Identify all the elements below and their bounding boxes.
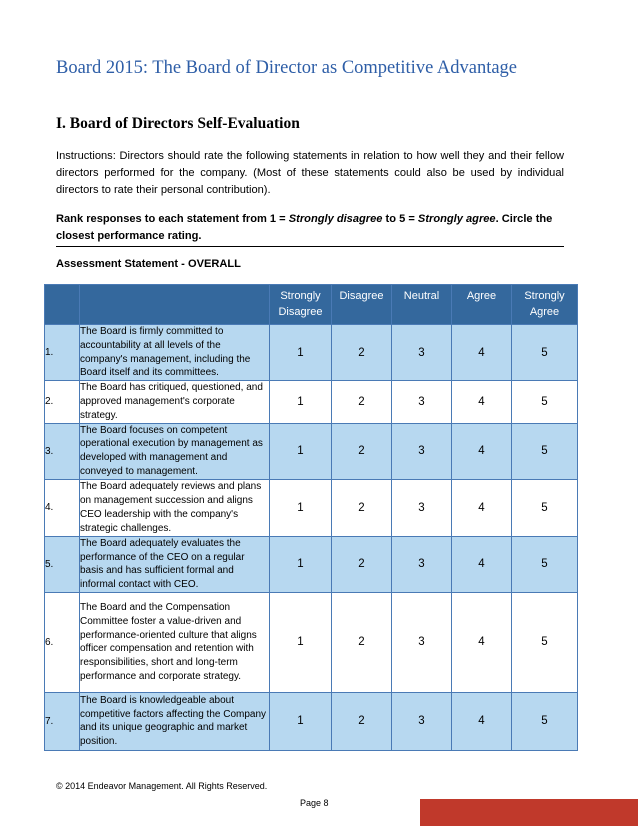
table-row	[45, 423, 578, 479]
rating-4[interactable]: 4	[452, 479, 512, 536]
row-number: 5.	[45, 536, 80, 592]
rating-5[interactable]: 5	[512, 325, 578, 381]
rating-3[interactable]: 3	[392, 423, 452, 479]
rating-4[interactable]: 4	[452, 692, 512, 750]
rating-2[interactable]: 2	[332, 536, 392, 592]
rating-3[interactable]: 3	[392, 536, 452, 592]
footer-accent-bar	[420, 799, 638, 826]
rating-4[interactable]: 4	[452, 536, 512, 592]
row-statement: The Board and the Compensation Committee foster a value-driven and performance-oriented culture that aligns officer compensation and retention with responsibilities, short and long-term performance and corporate strategy.	[80, 592, 270, 692]
rating-2[interactable]: 2	[332, 479, 392, 536]
row-statement: The Board adequately evaluates the performance of the CEO on a regular basis and has sufficient formal and informal contact with CEO.	[80, 536, 270, 592]
rating-3[interactable]: 3	[392, 381, 452, 423]
rating-1[interactable]: 1	[270, 592, 332, 692]
header-agree: Agree	[452, 285, 512, 325]
header-strongly-disagree: Strongly Disagree	[270, 285, 332, 325]
row-number: 7.	[45, 692, 80, 750]
table-row	[45, 692, 578, 750]
rating-3[interactable]: 3	[392, 692, 452, 750]
rating-1[interactable]: 1	[270, 536, 332, 592]
rating-3[interactable]: 3	[392, 479, 452, 536]
header-statement-cell	[80, 285, 270, 325]
table-row	[45, 592, 578, 692]
row-number: 1.	[45, 325, 80, 381]
header-number-cell	[45, 285, 80, 325]
document-title: Board 2015: The Board of Director as Competitive Advantage	[56, 58, 518, 78]
rank-middle: to 5 =	[382, 213, 418, 225]
table-row	[45, 479, 578, 536]
rank-suffix: . Circle the closest performance rating.	[56, 213, 553, 242]
rank-instructions	[56, 211, 564, 247]
row-statement: The Board has critiqued, questioned, and approved management's corporate strategy.	[80, 381, 270, 423]
rating-1[interactable]: 1	[270, 325, 332, 381]
rank-prefix: Rank responses to each statement from 1 =	[56, 213, 289, 225]
rating-5[interactable]: 5	[512, 536, 578, 592]
rating-5[interactable]: 5	[512, 479, 578, 536]
rating-2[interactable]: 2	[332, 592, 392, 692]
footer-copyright: © 2014 Endeavor Management. All Rights Reserved.	[56, 781, 268, 791]
assessment-label: Assessment Statement - OVERALL	[56, 258, 241, 270]
rating-1[interactable]: 1	[270, 381, 332, 423]
section-heading: I. Board of Directors Self-Evaluation	[56, 115, 300, 132]
row-number: 3.	[45, 423, 80, 479]
table-header-row	[45, 285, 578, 325]
row-statement: The Board adequately reviews and plans on management succession and aligns CEO leadership with the company's strategic challenges.	[80, 479, 270, 536]
rank-low-label: Strongly disagree	[288, 213, 383, 225]
rating-1[interactable]: 1	[270, 479, 332, 536]
rating-4[interactable]: 4	[452, 325, 512, 381]
rating-5[interactable]: 5	[512, 423, 578, 479]
rating-2[interactable]: 2	[332, 423, 392, 479]
header-disagree: Disagree	[332, 285, 392, 325]
rating-1[interactable]: 1	[270, 692, 332, 750]
rating-4[interactable]: 4	[452, 592, 512, 692]
rating-3[interactable]: 3	[392, 592, 452, 692]
assessment-table	[44, 284, 578, 751]
rating-2[interactable]: 2	[332, 325, 392, 381]
rating-5[interactable]: 5	[512, 592, 578, 692]
rating-2[interactable]: 2	[332, 692, 392, 750]
rating-5[interactable]: 5	[512, 692, 578, 750]
row-statement: The Board is knowledgeable about competitive factors affecting the Company and its unique geographic and market position.	[80, 692, 270, 750]
table-row	[45, 325, 578, 381]
header-strongly-agree: Strongly Agree	[512, 285, 578, 325]
rating-5[interactable]: 5	[512, 381, 578, 423]
rating-3[interactable]: 3	[392, 325, 452, 381]
page-number: Page 8	[300, 798, 329, 808]
rank-high-label: Strongly agree	[417, 213, 496, 225]
table-row	[45, 536, 578, 592]
row-statement: The Board is firmly committed to accountability at all levels of the company's management, including the Board itself and its committees.	[80, 325, 270, 381]
table-row	[45, 381, 578, 423]
header-neutral: Neutral	[392, 285, 452, 325]
rating-4[interactable]: 4	[452, 381, 512, 423]
row-statement: The Board focuses on competent operational execution by management as developed with management and conveyed to management.	[80, 423, 270, 479]
instructions-text: Instructions: Directors should rate the following statements in relation to how well they and their fellow directors performed for the company. (Most of these statements could also be used by individual directors to rate their personal contribution).	[56, 150, 564, 196]
rating-1[interactable]: 1	[270, 423, 332, 479]
row-number: 6.	[45, 592, 80, 692]
row-number: 4.	[45, 479, 80, 536]
rating-2[interactable]: 2	[332, 381, 392, 423]
row-number: 2.	[45, 381, 80, 423]
rating-4[interactable]: 4	[452, 423, 512, 479]
